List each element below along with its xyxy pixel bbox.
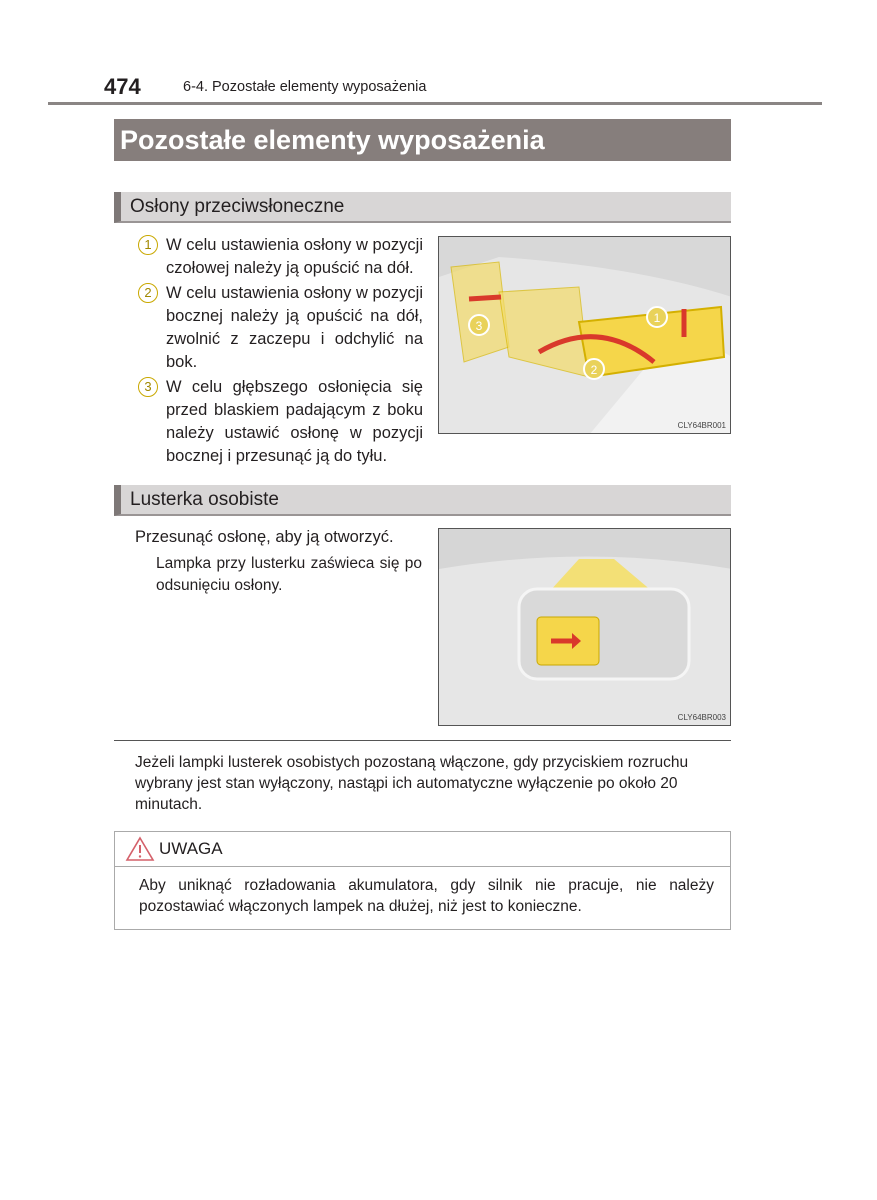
step-number: 1 [138,235,158,255]
step-text: W celu ustawienia osłony w pozycji czołowej należy ją opuścić na dół. [166,236,423,277]
step-text: W celu ustawienia osłony w pozycji bocznej należy ją opuścić na dół, zwolnić z zaczepu i odchylić na bok. [166,284,423,371]
figure-label: 2 [590,363,598,377]
mirror-text-column [135,526,425,597]
figure-code: CLY64BR001 [677,421,726,430]
warning-text: Aby uniknąć rozładowania akumulatora, gdy silnik nie pracuje, nie należy pozostawiać włączonych lampek na dłużej, niż jest to konieczne. [139,877,714,915]
step-number: 3 [138,377,158,397]
page-content [114,192,731,930]
content-divider [114,740,731,741]
figure-label: 1 [653,311,661,325]
sun-visor-drawing [439,237,731,434]
section-heading-vanity-mirrors: Lusterka osobiste [114,485,731,516]
figure-code: CLY64BR003 [677,713,726,722]
sun-visor-steps [138,234,423,470]
figure-label: 3 [475,319,483,333]
step-item [138,282,423,374]
warning-triangle-icon [125,836,155,862]
warning-title: UWAGA [159,839,223,858]
mirror-lamp-note: Lampka przy lusterku zaświeca się po odsunięciu osłony. [156,555,422,594]
section-heading-sun-visors: Osłony przeciwsłoneczne [114,192,731,223]
mirror-instruction: Przesunąć osłonę, aby ją otworzyć. [135,528,394,546]
vanity-mirror-row [114,528,731,726]
step-text: W celu głębszego osłonięcia się przed blaskiem padającym z boku należy ustawić osłonę w pozycji bocznej i przesunąć ją do tyłu. [166,378,423,465]
info-note: Jeżeli lampki lusterek osobistych pozostaną włączone, gdy przyciskiem rozruchu wybrany jest stan wyłączony, nastąpi ich automatyczne wyłączenie po około 20 minutach. [135,754,689,813]
page-number: 474 [104,74,141,99]
vanity-mirror-illustration [438,528,731,726]
warning-box [114,831,731,930]
sun-visor-row [114,236,731,470]
step-number: 2 [138,283,158,303]
vanity-mirror-drawing [439,529,731,726]
sun-visor-illustration [438,236,731,434]
page-title: Pozostałe elementy wyposażenia [114,119,731,161]
header-divider [48,102,822,105]
warning-header [115,832,730,867]
step-item [138,234,423,280]
breadcrumb: 6-4. Pozostałe elementy wyposażenia [183,79,427,95]
step-item [138,376,423,468]
